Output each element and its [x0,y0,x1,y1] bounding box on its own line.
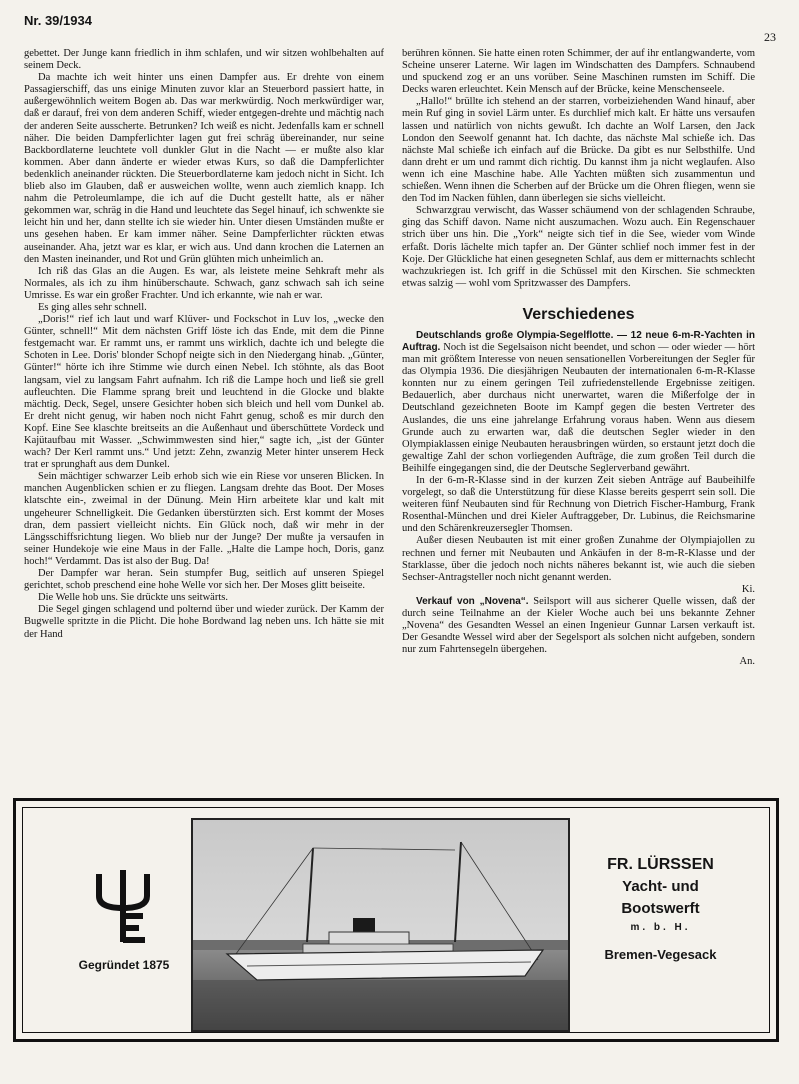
story-paragraph: „Hallo!“ brüllte ich stehend an der starren, vorbeiziehenden Wand hinauf, aber mein Ruf ging in soviel Lärm unter. Es durchlief mich kalt. Er hätte uns versaufen lassen und natürlich von nichts gewußt. Ich dachte an Wolf Larsen, den Jack London den Seewolf genannt hat. Ich dachte, das nächste Mal schieße ich. Das nächste Mal schieße ich einfach auf die Brücke. Da gibt es nur Selbsthilfe. Und dann dreht er um und rammt dich richtig. Du kannst ihm ja nicht weglaufen. Also wenn ich eine Maschine habe. Alle Yachten müßten sich zusammentun und schießen. Wenn ihnen die Scherben auf der Brücke um die Ohren fliegen, wenn sie den Tod im Nacken fühlen, dann überlegen sie sichs vielleicht. [402,96,755,205]
article-text: Seilsport will aus sicherer Quelle wissen, daß der durch seine Teilnahme an der Kieler Woche auch bei uns bekannte Zehner „Novena“ des Gesandten Wessel an einen Ingenieur Gunnar Larsen verkauft ist. Der Gesandte Wessel wird aber der Segelsport als solchen nicht aufgeben, sondern nur zum Fahrtensegeln übergehen. [402,595,755,656]
motor-yacht-illustration [193,820,568,1030]
story-paragraph: Die Segel gingen schlagend und polternd über und wieder zurück. Der Kamm der Bugwelle spritzte in die Plicht. Die hohe Bordwand lag neben uns. Ich hätte sie mit der Hand [24,604,384,640]
story-paragraph: Sein mächtiger schwarzer Leib erhob sich wie ein Riese vor unseren Blicken. In manchen Augenblicken schien er zu fliegen. Langsam drehte das Boot. Der Moses klatschte ein-, zweimal in der Dünung. Mein Hirn arbeitete klar und kalt mit ungeheurer Schnelligkeit. Die Gedanken überstürzten sich. Erst kommt der Moses dran, dem passiert vielleicht nichts. Ein Glück noch, daß wir mehr in der Längsschiffsrichtung liegen. Wo blieb nur der Junge? Der mußte ja versaufen in seiner Hundekoje wie eine Maus in der Falle. „Halte die Lampe hoch, Doris, ganz hoch!“ Verdammt. Das ist also der Bug. Da! [24,471,384,567]
story-left-column [24,48,384,641]
story-paragraph: gebettet. Der Junge kann friedlich in ihm schlafen, und wir sitzen wohlbehalten auf seinem Deck. [24,48,384,72]
section-title: Verschiedenes [522,305,635,323]
article-paragraph: In der 6-m-R-Klasse sind in der kurzen Zeit sieben Anträge auf Baubeihilfe vorgelegt, so daß die Unterstützung für diese Klasse bereits gesperrt sein soll. Die weiteren fünf Neubauten sind für Rechnung von Dietrich Fischer-Hamburg, Frank Rosenthal-München und drei Kieler Auftraggeber, Dr. Lubinus, die Reichsmarine und den Schärenkreuzersegler Thomsen. [402,475,755,535]
article-headline: Verkauf von „Novena“. [416,595,529,607]
company-line: Bootswerft [621,900,700,917]
article-paragraph [402,596,755,656]
story-paragraph: „Doris!“ rief ich laut und warf Klüver- und Fockschot in Luv los, „wecke den Günter, schnell!“ Mit dem nächsten Griff löste ich das Ende, mit dem die Pinne festgemacht war. Er rammt uns, er rammt uns wirklich, dachte ich und belegte die Schoten in Lee. Doris' blonder Schopf neigte sich in den Niedergang hinab. „Günter, Günter!“ hörte ich ihre Stimme wie durch einen Nebel. Ich stöhnte, als das Boot langsam, viel zu langsam Fahrt aufnahm. Ich riß die Lampe hoch und ließ sie grell aufleuchten. Die Flamme sprang breit und leuchtend in die Glocke und blakte mächtig. Deck, Segel, unsere Gesichter hoben sich bleich und hell vom Dunkel ab. Er dreht nicht genug, wir haben noch nicht Fahrt genug, schoß es mir durch den Kopf. Eine See klaschte breitseits an die Außenhaut und überschüttete Vordeck und Kajütaufbau mit Wasser. „Schwimmwesten sind hier,“ sagte ich, „ist der Günter wach? Der Kerl rammt uns.“ Und jetzt: Zehn, zwanzig Meter hinter unserem Heck trat er sprunghaft aus dem Dunkel. [24,314,384,471]
advertisement-inner-border [22,807,770,1033]
story-paragraph: Ich riß das Glas an die Augen. Es war, als leistete meine Sehkraft mehr als Normales, als ich zu ihm hinüberschaute. Schwach, ganz schwach sah ich seine Umrisse. Es war ein großer Frachter. Und ich erkannte, wie nah er war. [24,265,384,301]
article-paragraph: Außer diesen Neubauten ist mit einer großen Zunahme der Olympiajollen zu rechnen und ferner mit Neubauten und Ankäufen in der 8-m-R-Klasse und der Starklasse, über die jedoch noch nichts näheres bekannt ist, wie auch die sieben Sechser-Antragsteller noch nicht genannt werden. [402,535,755,583]
story-paragraph: berühren können. Sie hatte einen roten Schimmer, der auf ihr entlangwanderte, vom Scheine unserer Laterne. Wir lagen im Windschatten des Dampfers. Schnaubend und spuckend zog er an uns vorüber. Seine Maschinen rumsten im Schiff. Die Decks waren erleuchtet. Kein Mensch auf der Brücke, keine Menschenseele. [402,48,755,96]
article-headline: Deutschlands große Olympia-Segelflotte. — 12 neue 6-m-R-Yachten in Auftrag. [402,329,755,353]
article-signature: Ki. [741,583,755,595]
story-paragraph: Die Welle hob uns. Sie drückte uns seitwärts. [38,592,228,604]
story-paragraph: Es ging alles sehr schnell. [38,301,147,313]
company-location: Bremen-Vegesack [604,947,717,962]
company-legal-form: m. b. H. [630,922,691,933]
founded-year: Gegründet 1875 [78,958,170,972]
page-number: 23 [764,30,776,44]
article-paragraph [402,330,755,475]
company-line: Yacht- und [622,878,699,895]
company-name: FR. LÜRSSEN [607,856,714,873]
advertisement [13,798,779,1042]
article-text: Noch ist die Segelsaison nicht beendet, und schon — oder wieder — hört man mit größtem Interesse von neuen sensationellen Vorbereitungen der Segler für das Olympia 1936. Die diesjährigen Neubauten der internationalen 6-m-R-Klasse konnten nur zu einem geringen Teil zufriedenstellende Ergebnisse zeitigen. Bedauerlich, aber durchaus nicht unerwartet, waren die Mißerfolge der in Deutschland gezeichneten Boote im Kampf gegen die besten Vertreter des Auslandes, die uns eine jahrelange Erfahrung voraus haben. Wenn aus diesem Grunde auch zu erwarten war, daß die deutschen Segler wieder in den Olympiaklassen einige Neubauten herausbringen würden, so erstaunt jetzt doch die gewaltige Zahl der schon vorliegenden Aufträge, die zum großen Teil durch die Beihilfe eingegangen sind, die der Deutsche Seglerverband gewährt. [402,341,755,474]
motor-yacht-photo [191,818,570,1032]
company-block [568,854,753,966]
story-paragraph: Der Dampfer war heran. Sein stumpfer Bug, seitlich auf unseren Spiegel gerichtet, schob preschend eine hohe Welle vor sich her. Der Moses glitt beiseite. [24,568,384,592]
story-paragraph: Schwarzgrau verwischt, das Wasser schäumend von der schlagenden Schraube, ging das Schiff davon. Name nicht auszumachen. Wozu auch. Ein Regenschauer strich über uns hin. Die „York“ neigte sich tief in die See, wieder vom Winde erfaßt. Doris lächelte mich tapfer an. Der Günter schlief noch immer fest in der Koje. Der Glückliche hat einen gesegneten Schlaf, aus dem er mitternachts schlecht wachzukriegen ist. Ich griff in die Schüssel mit den Kirschen. Sie schmeckten etwas salzig — wohl vom Spritzwasser des Dampfers. [402,205,755,289]
right-column [402,48,755,669]
article-signature: An. [739,656,755,668]
story-paragraph: Da machte ich weit hinter uns einen Dampfer aus. Er drehte von einem Passagierschiff, das uns einige Minuten zuvor klar an Steuerbord passiert hatte, in außergewöhnlich weitem Bogen ab. Das war merkwürdig. Noch merkwürdiger war, daß er darauf, frei von dem anderen Schiff, wieder entgegen-drehte und mächtig nach der anderen Seite ausscherte. Betrunken? Ich weiß es nicht. Jedenfalls kam er schnell näher. Die beiden Dampferlichter lagen gut frei schräg übereinander, nur seine Backbordlaterne leuchtete voll dunkler Glut in die Nacht — er mußte also klar kommen. Aber dann änderte er wieder etwas Kurs, so daß die Dampferlichter bedenklich aneinander rückten. Die Steuerbordlaterne kam jedoch nicht in Sicht. Ich blieb also im Glauben, daß er ausweichen wollte, wenn auch ziemlich knapp. Ich nahm die Petroleumlampe, die ich auf die Ducht gestellt hatte, als er näher gekommen war, schräg in die Hand und leuchtete das Segel hinauf, ich schwenkte sie leicht hin und her, dann stellte ich sie wieder hin. Unter diesen Umständen mußte er uns gesehen haben. Er kam immer näher. Seine Dampferlichter rückten etwas auseinander. Aha, jetzt war es klar, er wich aus. Und dann krochen die Laternen an den Masten ineinander, und Rot und Grün glühten mich unheimlich an. [24,72,384,265]
issue-number: Nr. 39/1934 [24,13,92,28]
trident-monogram-logo-icon [93,866,153,946]
